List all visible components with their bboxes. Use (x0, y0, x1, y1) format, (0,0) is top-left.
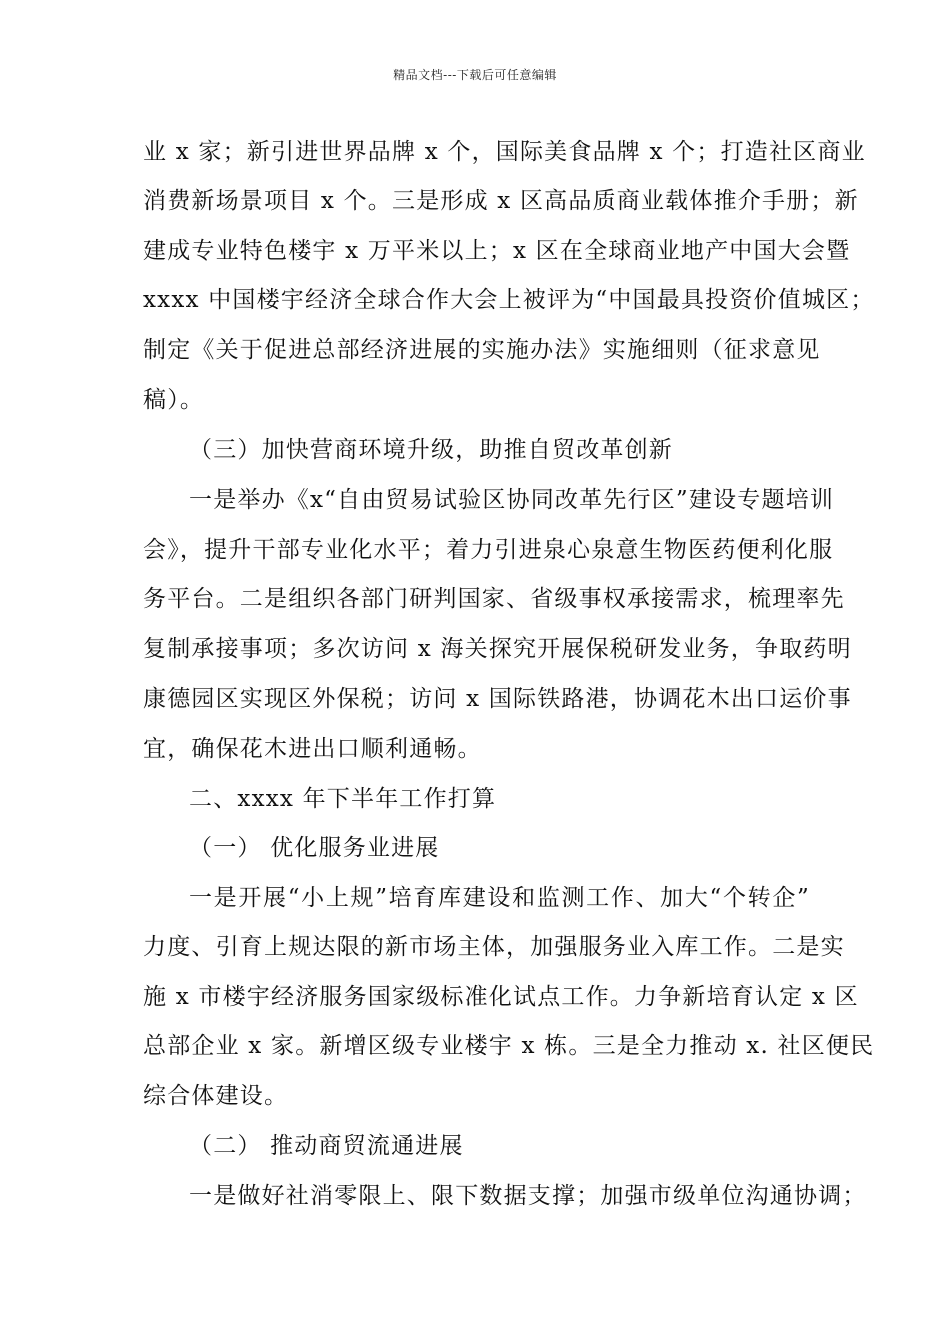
body-line: 力度、引育上规达限的新市场主体，加强服务业入库工作。二是实 (143, 934, 845, 960)
body-line: 务平台。二是组织各部门研判国家、省级事权承接需求，梳理率先 (143, 586, 845, 612)
body-line: 复制承接事项；多次访问 x 海关探究开展保税研发业务，争取药明 (143, 636, 852, 662)
body-line: 总部企业 x 家。新增区级专业楼宇 x 栋。三是全力推动 x. 社区便民 (143, 1033, 875, 1059)
body-line: 建成专业特色楼宇 x 万平米以上；x 区在全球商业地产中国大会暨 (143, 238, 851, 264)
paragraph-first-line: 一是做好社消零限上、限下数据支撑；加强市级单位沟通协调； (189, 1183, 867, 1209)
body-line: 宜，确保花木进出口顺利通畅。 (143, 736, 482, 762)
body-line: 施 x 市楼宇经济服务国家级标准化试点工作。力争新培育认定 x 区 (143, 984, 859, 1010)
page-header: 精品文档---下载后可任意编辑 (393, 68, 557, 82)
paragraph-first-line: 一是举办《x“自由贸易试验区协同改革先行区”建设专题培训 (189, 487, 835, 513)
body-line: 综合体建设。 (143, 1083, 289, 1109)
body-line: 会》，提升干部专业化水平；着力引进泉心泉意生物医药便利化服 (143, 537, 834, 563)
section-heading: （一） 优化服务业进展 (189, 835, 440, 861)
body-line: 消费新场景项目 x 个。三是形成 x 区高品质商业载体推介手册；新 (143, 188, 859, 214)
body-line: 制定《关于促进总部经济进展的实施办法》实施细则（征求意见 (143, 337, 821, 363)
paragraph-first-line: 一是开展“小上规”培育库建设和监测工作、加大“个转企” (189, 885, 810, 911)
section-heading: （二） 推动商贸流通进展 (189, 1133, 464, 1159)
body-line: 稿）。 (143, 387, 205, 413)
chapter-heading: 二、xxxx 年下半年工作打算 (189, 786, 497, 812)
section-heading: （三）加快营商环境升级，助推自贸改革创新 (189, 437, 673, 463)
body-line: 康德园区实现区外保税；访问 x 国际铁路港，协调花木出口运价事 (143, 686, 852, 712)
body-line: 业 x 家；新引进世界品牌 x 个，国际美食品牌 x 个；打造社区商业 (143, 139, 866, 165)
body-line: xxxx 中国楼宇经济全球合作大会上被评为“中国最具投资价值城区； (143, 287, 875, 313)
